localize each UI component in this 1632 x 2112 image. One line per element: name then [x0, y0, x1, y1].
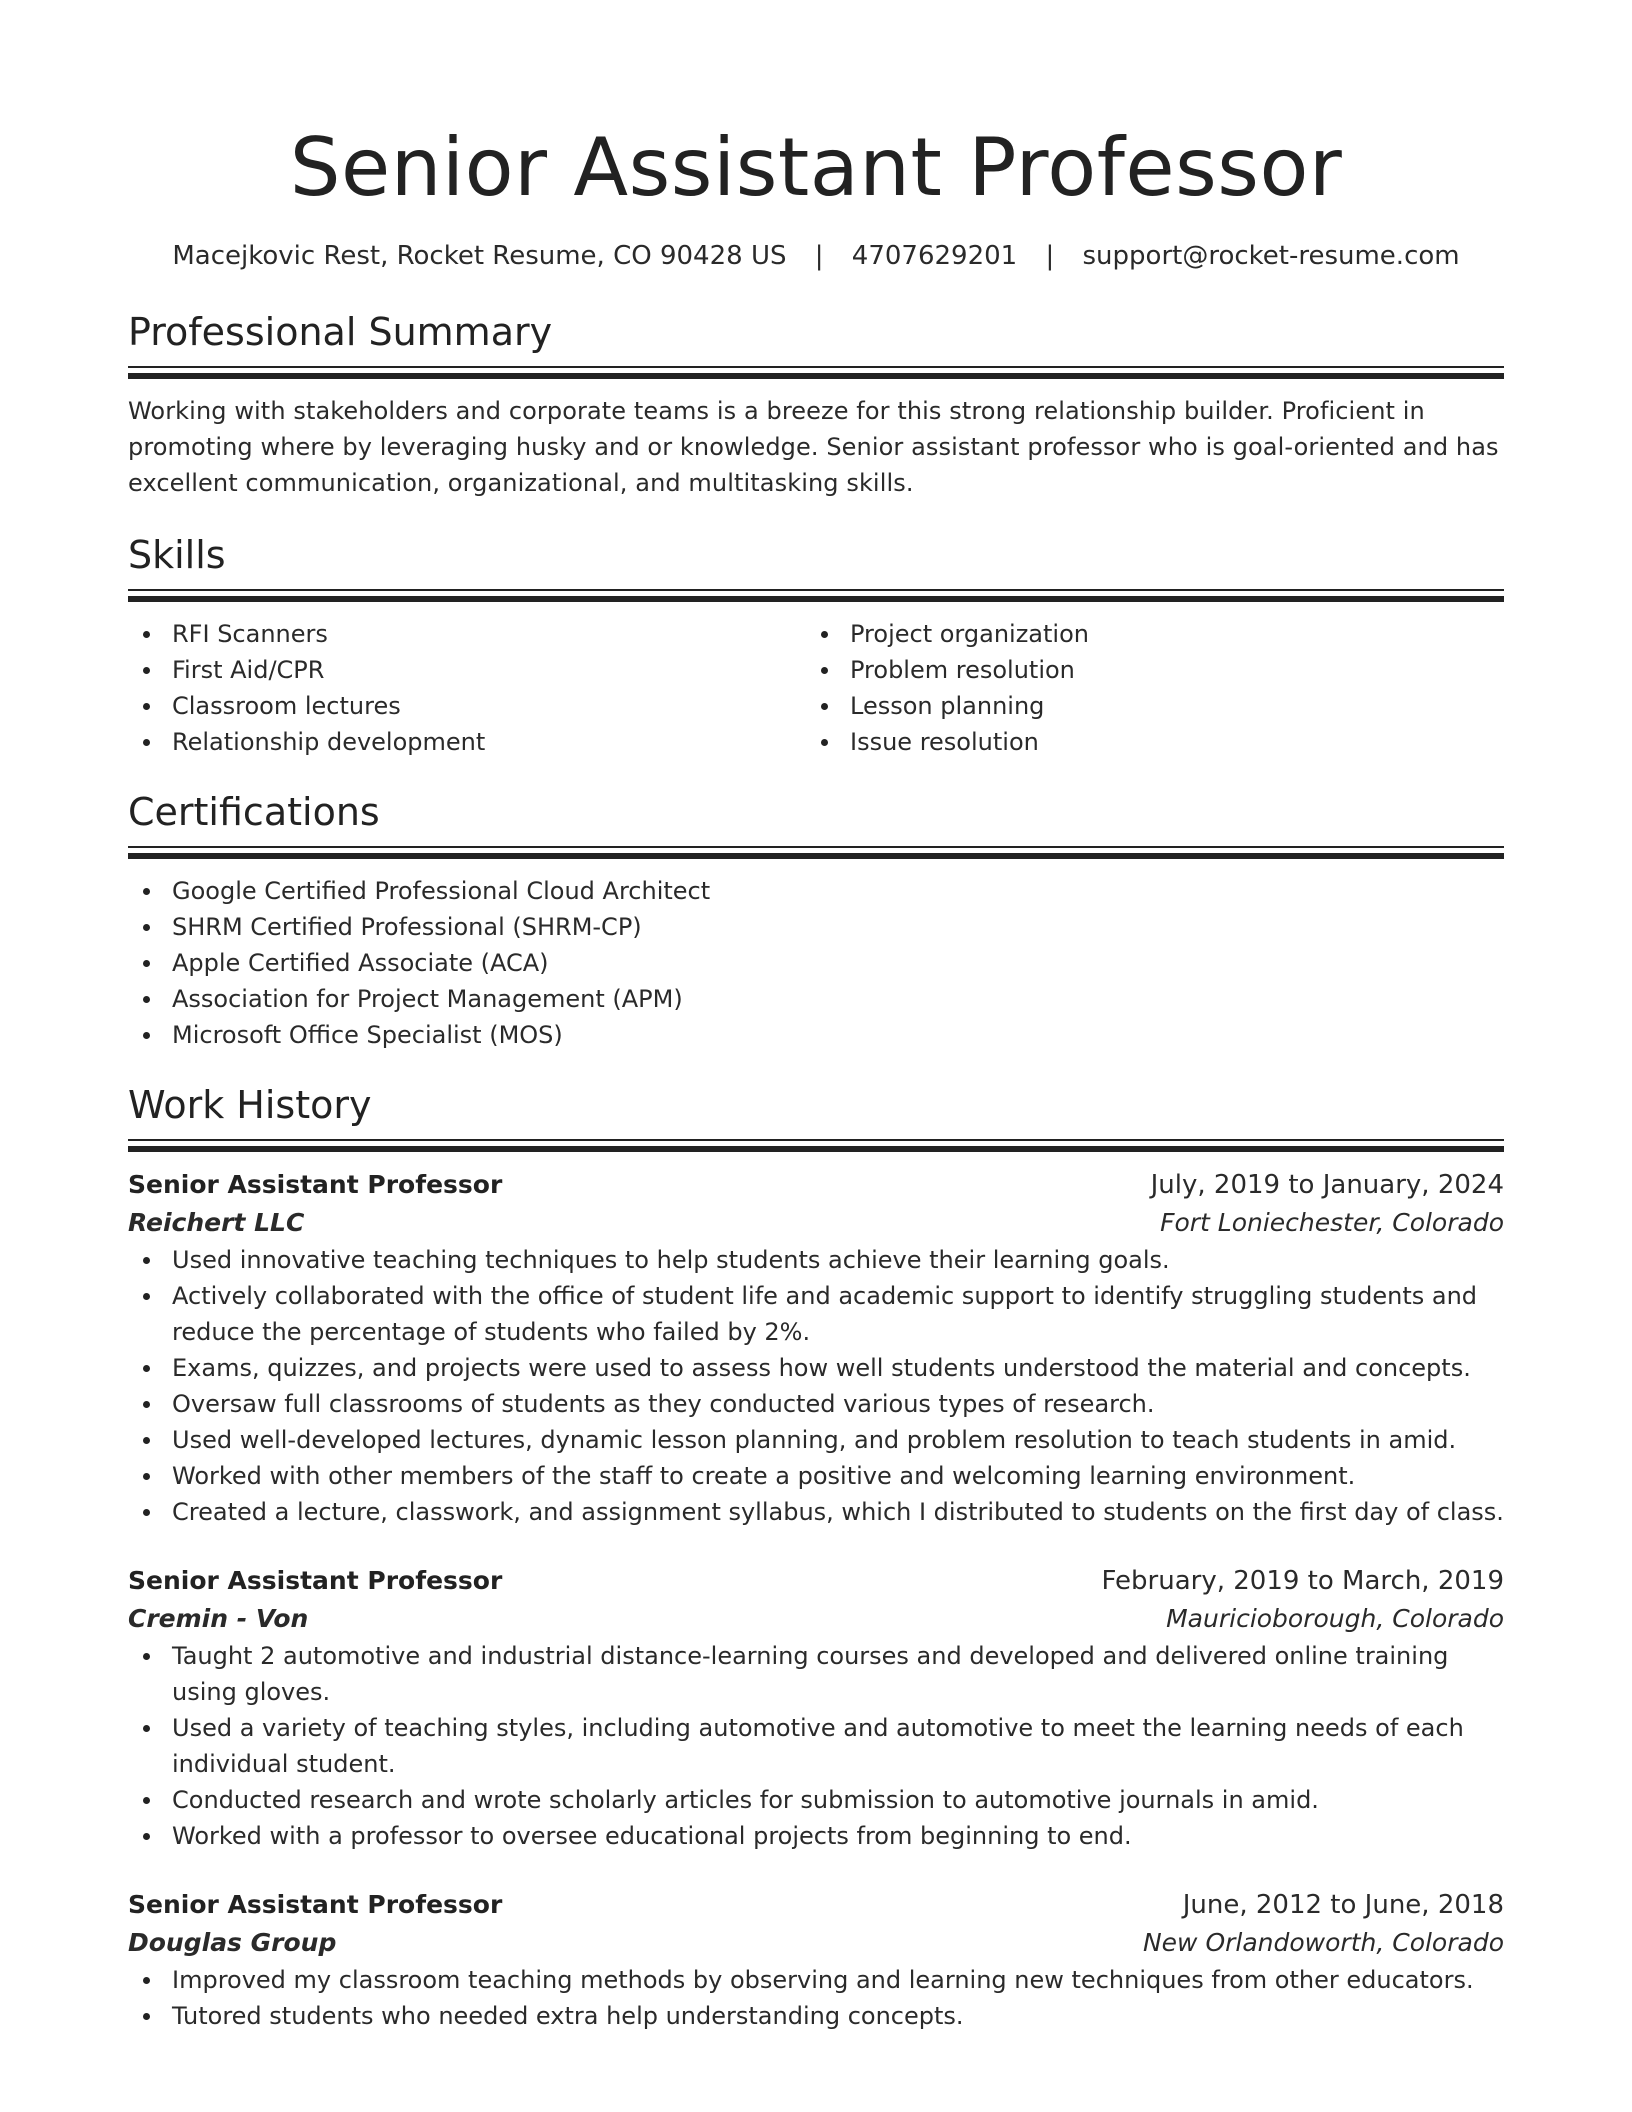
job-title: Senior Assistant Professor — [128, 1890, 503, 1919]
resume-page — [128, 0, 1504, 2034]
section-divider — [128, 589, 1504, 602]
section-divider — [128, 1139, 1504, 1152]
job-subheader — [128, 1204, 1504, 1242]
work-history-section — [128, 1081, 1504, 2034]
job-subheader — [128, 1600, 1504, 1638]
certifications-section — [128, 788, 1504, 1053]
contact-separator: | — [1045, 241, 1055, 271]
job-duty-item: Taught 2 automotive and industrial distance-learning courses and developed and delivered online training using gloves. — [128, 1638, 1504, 1710]
section-divider — [128, 846, 1504, 859]
job-title: Senior Assistant Professor — [128, 1170, 503, 1199]
job-duty-item: Used innovative teaching techniques to help students achieve their learning goals. — [128, 1242, 1504, 1278]
contact-phone: 4707629201 — [851, 241, 1018, 271]
certification-item: Apple Certified Associate (ACA) — [128, 945, 1504, 981]
skill-item: Project organization — [806, 616, 1484, 652]
skill-item: Relationship development — [128, 724, 806, 760]
summary-text: Working with stakeholders and corporate teams is a breeze for this strong relationship builder. Proficient in promoting where by leveraging husky and or knowledge. Senior assistant professor who is goal-oriented and has excellent communication, organizational, and multitasking skills. — [128, 397, 1499, 497]
job-duties-list — [128, 1962, 1504, 2034]
job-location: New Orlandoworth, Colorado — [1142, 1928, 1504, 1957]
job-entry — [128, 1886, 1504, 2034]
job-duty-item: Improved my classroom teaching methods by observing and learning new techniques from other educators. — [128, 1962, 1504, 1998]
job-company: Douglas Group — [128, 1928, 337, 1957]
job-dates: July, 2019 to January, 2024 — [1150, 1170, 1504, 1200]
section-title-skills: Skills — [128, 533, 226, 577]
job-dates: June, 2012 to June, 2018 — [1182, 1890, 1504, 1920]
job-company: Cremin - Von — [128, 1604, 309, 1633]
skills-list-right — [806, 616, 1484, 760]
contact-address: Macejkovic Rest, Rocket Resume, CO 90428 US — [172, 241, 787, 271]
resume-name: Senior Assistant Professor — [289, 121, 1343, 214]
summary-section — [128, 308, 1504, 501]
job-header — [128, 1166, 1504, 1204]
section-title-work-history: Work History — [128, 1083, 372, 1127]
job-duty-item: Oversaw full classrooms of students as they conducted various types of research. — [128, 1386, 1504, 1422]
job-header — [128, 1886, 1504, 1924]
certification-item: Google Certified Professional Cloud Architect — [128, 873, 1504, 909]
job-duty-item: Worked with other members of the staff to create a positive and welcoming learning environment. — [128, 1458, 1504, 1494]
job-duty-item: Tutored students who needed extra help understanding concepts. — [128, 1998, 1504, 2034]
job-duty-item: Worked with a professor to oversee educational projects from beginning to end. — [128, 1818, 1504, 1854]
skill-item: Classroom lectures — [128, 688, 806, 724]
certifications-list — [128, 873, 1504, 1053]
skills-list-left — [128, 616, 806, 760]
skill-item: Lesson planning — [806, 688, 1484, 724]
job-location: Fort Loniechester, Colorado — [1160, 1208, 1504, 1237]
skills-columns — [128, 616, 1504, 760]
certification-item: SHRM Certified Professional (SHRM-CP) — [128, 909, 1504, 945]
contact-line — [128, 238, 1504, 274]
job-location: Mauricioborough, Colorado — [1166, 1604, 1504, 1633]
skill-item: Issue resolution — [806, 724, 1484, 760]
job-dates: February, 2019 to March, 2019 — [1101, 1566, 1504, 1596]
skill-item: Problem resolution — [806, 652, 1484, 688]
job-entry — [128, 1166, 1504, 1530]
job-duty-item: Used a variety of teaching styles, including automotive and automotive to meet the learning needs of each individual student. — [128, 1710, 1504, 1782]
section-title-certifications: Certifications — [128, 790, 380, 834]
section-title-summary: Professional Summary — [128, 310, 553, 354]
contact-separator: | — [814, 241, 824, 271]
job-subheader — [128, 1924, 1504, 1962]
job-duty-item: Exams, quizzes, and projects were used to assess how well students understood the material and concepts. — [128, 1350, 1504, 1386]
job-company: Reichert LLC — [128, 1208, 305, 1237]
certification-item: Association for Project Management (APM) — [128, 981, 1504, 1017]
job-duties-list — [128, 1638, 1504, 1854]
section-divider — [128, 366, 1504, 379]
skills-section — [128, 531, 1504, 760]
skill-item: First Aid/CPR — [128, 652, 806, 688]
job-duty-item: Used well-developed lectures, dynamic lesson planning, and problem resolution to teach students in amid. — [128, 1422, 1504, 1458]
contact-email: support@rocket-resume.com — [1082, 241, 1460, 271]
job-title: Senior Assistant Professor — [128, 1566, 503, 1595]
job-duties-list — [128, 1242, 1504, 1530]
job-header — [128, 1562, 1504, 1600]
job-entry — [128, 1562, 1504, 1854]
certification-item: Microsoft Office Specialist (MOS) — [128, 1017, 1504, 1053]
job-duty-item: Created a lecture, classwork, and assignment syllabus, which I distributed to students on the first day of class. — [128, 1494, 1504, 1530]
skill-item: RFI Scanners — [128, 616, 806, 652]
job-duty-item: Conducted research and wrote scholarly articles for submission to automotive journals in amid. — [128, 1782, 1504, 1818]
job-duty-item: Actively collaborated with the office of student life and academic support to identify struggling students and reduce the percentage of students who failed by 2%. — [128, 1278, 1504, 1350]
